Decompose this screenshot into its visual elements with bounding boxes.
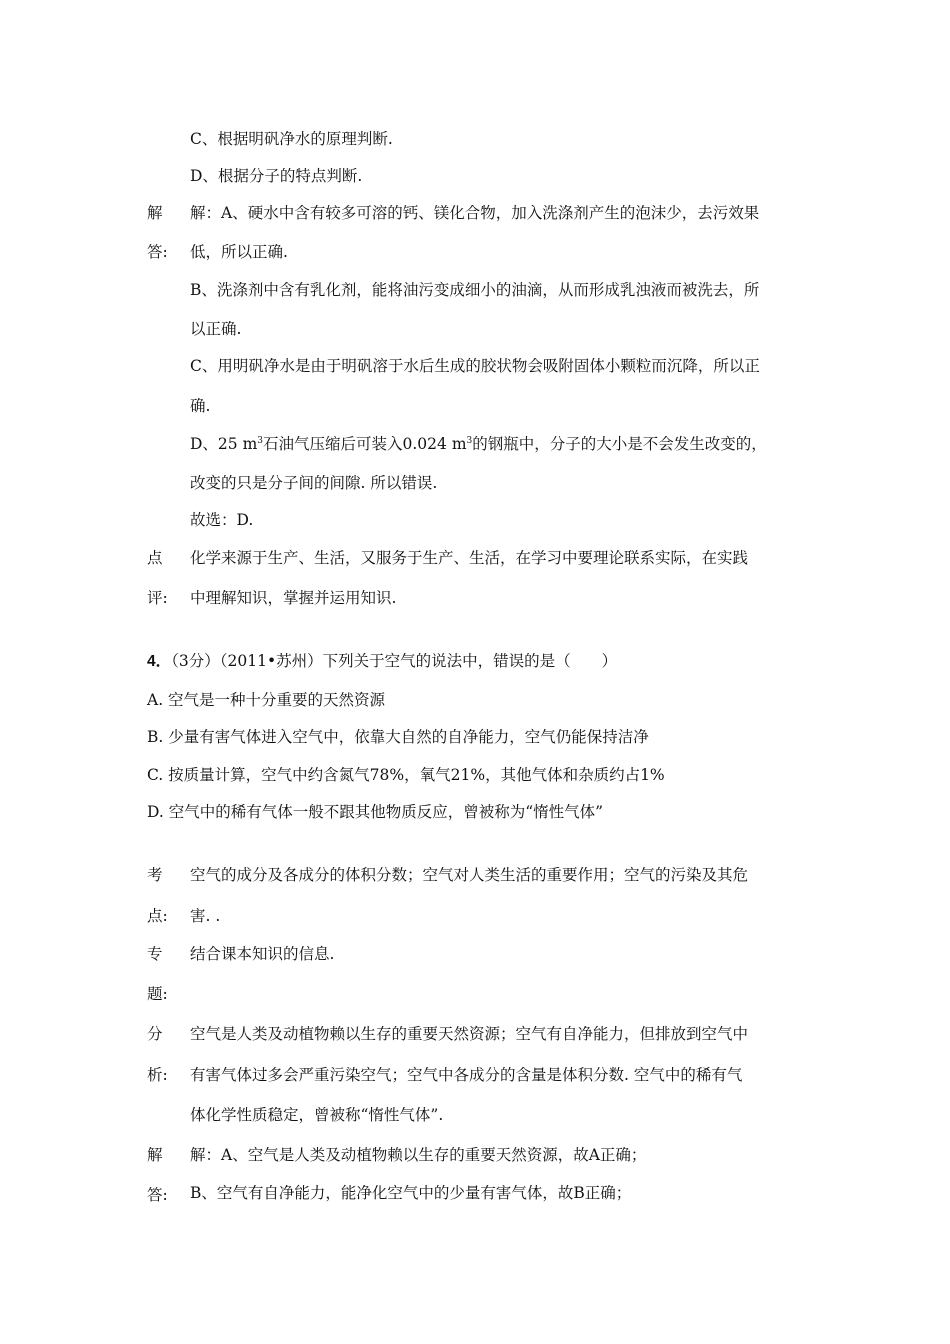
fenxi-label-1: 分	[147, 1025, 163, 1043]
question-source: （2011•苏州）	[219, 652, 323, 670]
fenxi-line-3: 体化学性质稳定，曾被称“惰性气体”.	[190, 1106, 444, 1124]
answer-line-b2: 以正确.	[190, 320, 242, 338]
kaodian-line-2: 害. .	[190, 907, 221, 925]
answer-line-d1-post: 的钢瓶中，分子的大小是不会发生改变的，	[472, 435, 767, 453]
analysis-line-c: C、根据明矾净水的原理判断.	[190, 130, 393, 148]
question-number: 4．	[147, 653, 172, 670]
question-text: 下列关于空气的说法中，错误的是（ ）	[322, 652, 618, 670]
answer-line-d1-mid: 石油气压缩后可装入0.024 m	[263, 435, 467, 453]
answer-line-b1: B、洗涤剂中含有乳化剂，能将油污变成细小的油滴，从而形成乳浊液而被洗去，所	[190, 281, 760, 299]
answer-line-c2: 确.	[190, 397, 211, 415]
comment-label-1: 点	[147, 549, 163, 567]
comment-line-2: 中理解知识，掌握并运用知识.	[190, 589, 397, 607]
jieda-line-1: 解：A、空气是人类及动植物赖以生存的重要天然资源，故A正确；	[190, 1146, 647, 1164]
fenxi-line-2: 有害气体过多会严重污染空气；空气中各成分的含量是体积分数. 空气中的稀有气	[190, 1066, 743, 1084]
answer-line-d1-pre: D、25 m	[190, 435, 258, 453]
question-4-stem	[147, 651, 617, 672]
jieda-label-1: 解	[147, 1146, 163, 1164]
option-b: B. 少量有害气体进入空气中，依靠大自然的自净能力，空气仍能保持洁净	[147, 728, 649, 746]
answer-choice: 故选：D.	[190, 511, 254, 529]
answer-line-a2: 低，所以正确.	[190, 243, 288, 261]
answer-label-1: 解	[147, 204, 163, 222]
kaodian-line-1: 空气的成分及各成分的体积分数；空气对人类生活的重要作用；空气的污染及其危	[190, 866, 749, 884]
jieda-line-2: B、空气有自净能力，能净化空气中的少量有害气体，故B正确；	[190, 1184, 632, 1202]
answer-line-c1: C、用明矾净水是由于明矾溶于水后生成的胶状物会吸附固体小颗粒而沉降，所以正	[190, 357, 760, 375]
answer-line-d2: 改变的只是分子间的间隙. 所以错误.	[190, 474, 438, 492]
fenxi-label-2: 析:	[147, 1066, 168, 1084]
answer-line-d1	[190, 434, 767, 454]
kaodian-label-2: 点:	[147, 907, 168, 925]
answer-label-2: 答:	[147, 243, 168, 261]
answer-line-a1: 解：A、硬水中含有较多可溶的钙、镁化合物，加入洗涤剂产生的泡沫少，去污效果	[190, 204, 760, 222]
option-a: A. 空气是一种十分重要的天然资源	[147, 691, 386, 709]
kaodian-label-1: 考	[147, 866, 163, 884]
superscript-3: 3	[257, 436, 264, 446]
superscript-3: 3	[466, 436, 473, 446]
fenxi-line-1: 空气是人类及动植物赖以生存的重要天然资源；空气有自净能力，但排放到空气中	[190, 1025, 749, 1043]
comment-line-1: 化学来源于生产、生活，又服务于生产、生活，在学习中要理论联系实际，在实践	[190, 549, 749, 567]
jieda-label-2: 答:	[147, 1186, 168, 1204]
comment-label-2: 评:	[147, 589, 168, 607]
question-points: （3分）	[171, 652, 220, 670]
zhuanti-line-1: 结合课本知识的信息.	[190, 945, 335, 963]
analysis-line-d: D、根据分子的特点判断.	[190, 167, 363, 185]
option-c: C. 按质量计算，空气中约含氮气78%，氧气21%，其他气体和杂质约占1%	[147, 766, 665, 784]
zhuanti-label-2: 题:	[147, 985, 168, 1003]
zhuanti-label-1: 专	[147, 945, 163, 963]
option-d: D. 空气中的稀有气体一般不跟其他物质反应，曾被称为“惰性气体”	[147, 803, 604, 821]
